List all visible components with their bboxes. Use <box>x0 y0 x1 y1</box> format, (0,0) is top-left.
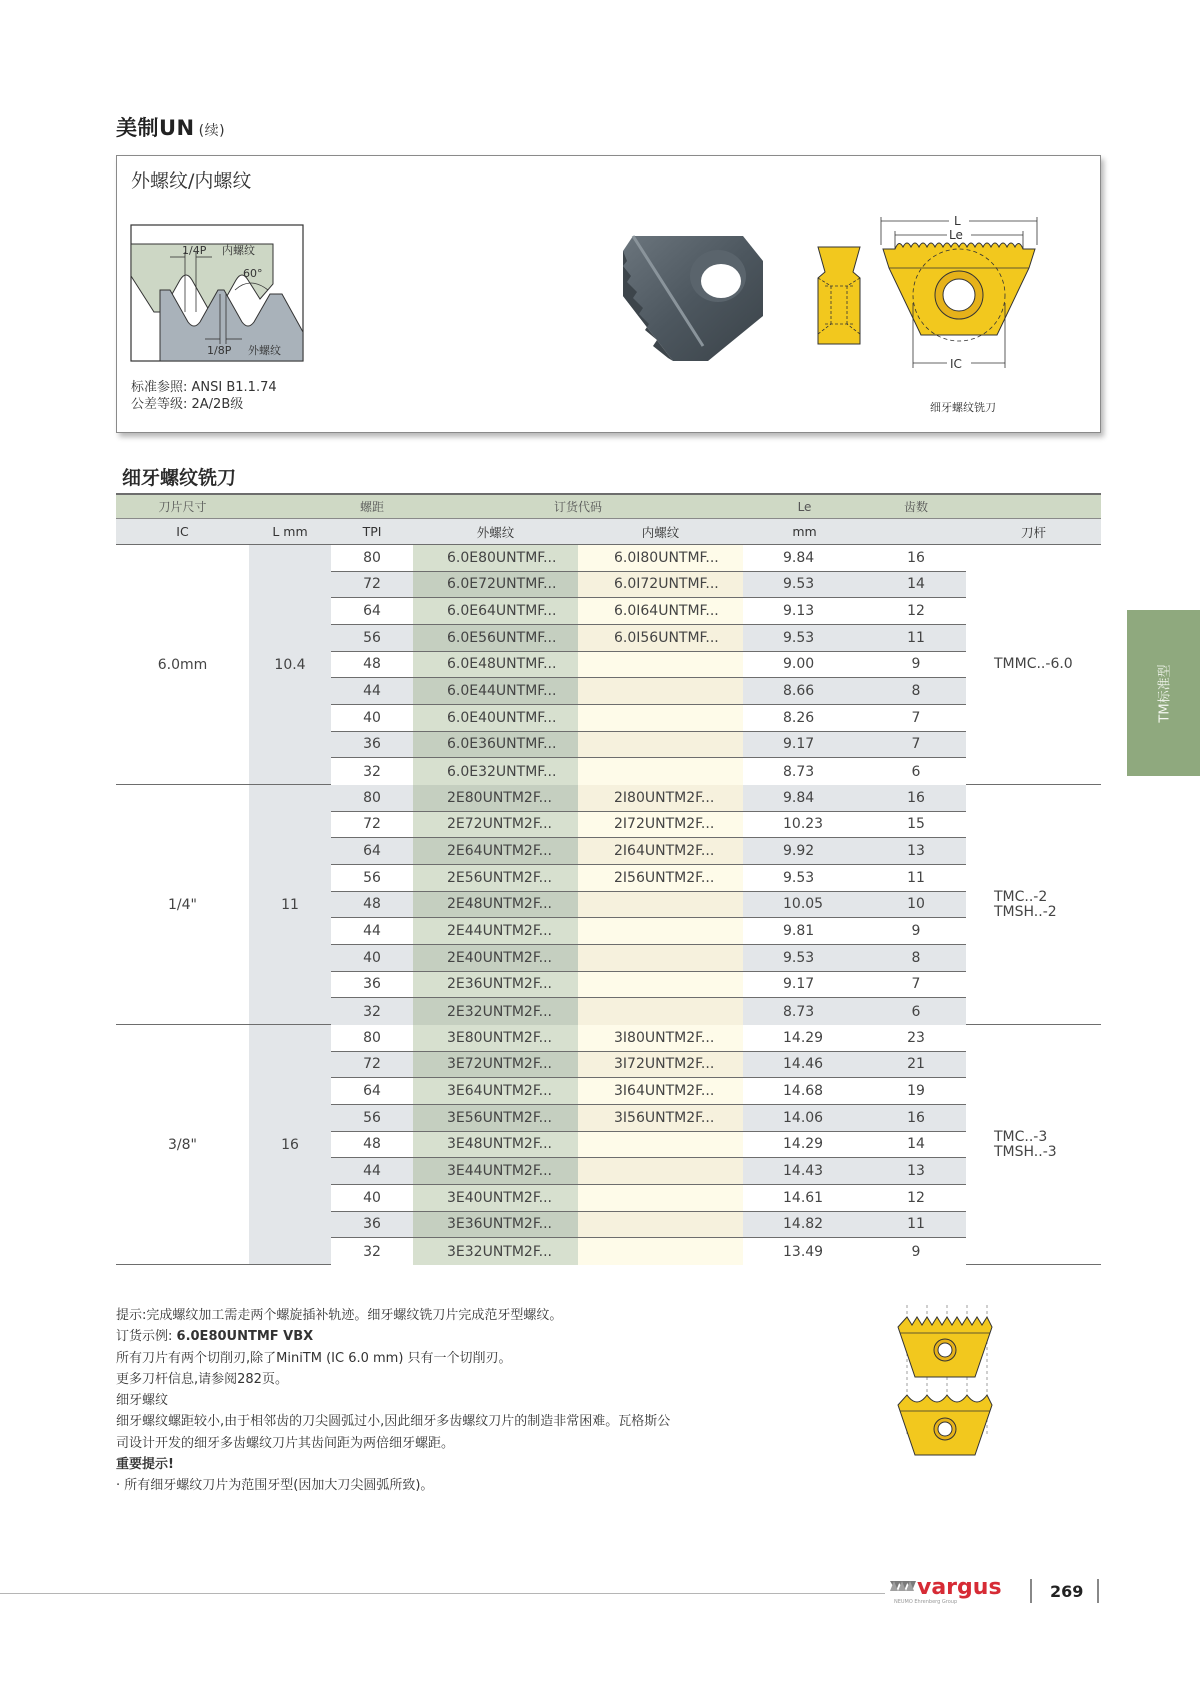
cell-internal-code: 6.0I80UNTMF... <box>578 545 743 571</box>
note-important-label: 重要提示! <box>116 1457 174 1473</box>
cell-internal-code <box>578 892 743 918</box>
cell-tpi: 72 <box>331 1052 413 1078</box>
cell-internal-code <box>578 1238 743 1265</box>
cell-external-code: 3E48UNTM2F... <box>413 1132 578 1158</box>
header-teeth: 齿数 <box>903 500 928 514</box>
table-row <box>331 892 966 919</box>
cell-le: 8.73 <box>743 998 866 1025</box>
cell-le: 9.53 <box>743 945 866 971</box>
cell-le: 8.66 <box>743 678 866 704</box>
cell-external-code: 2E56UNTM2F... <box>413 865 578 891</box>
page-title <box>116 112 225 142</box>
cell-teeth: 8 <box>866 678 966 704</box>
cell-ic: 1/4" <box>168 896 197 913</box>
cell-le: 9.53 <box>743 625 866 651</box>
cell-internal-code <box>578 652 743 678</box>
footer-divider-right <box>1097 1579 1099 1603</box>
footer-rule <box>0 1593 885 1594</box>
cell-external-code: 6.0E80UNTMF... <box>413 545 578 571</box>
cell-tpi: 32 <box>331 998 413 1025</box>
cell-internal-code <box>578 1212 743 1238</box>
svg-text:1/4P: 1/4P <box>182 244 207 257</box>
group-rows <box>331 1025 966 1264</box>
cell-internal-code <box>578 732 743 758</box>
table-row <box>331 1238 966 1265</box>
cell-teeth: 9 <box>866 652 966 678</box>
cell-teeth: 7 <box>866 732 966 758</box>
cell-le: 9.53 <box>743 572 866 598</box>
cell-teeth: 15 <box>866 812 966 838</box>
cell-internal-code: 2I72UNTM2F... <box>578 812 743 838</box>
cell-teeth: 16 <box>866 1105 966 1131</box>
cell-teeth: 11 <box>866 865 966 891</box>
table-body <box>116 545 1101 1265</box>
logo-mark-icon <box>890 1581 916 1591</box>
cell-tpi: 40 <box>331 705 413 731</box>
cell-internal-code: 3I80UNTM2F... <box>578 1025 743 1051</box>
cell-le: 9.81 <box>743 918 866 944</box>
cell-tpi: 64 <box>331 838 413 864</box>
cell-teeth: 10 <box>866 892 966 918</box>
info-box-title: 外螺纹/内螺纹 <box>131 170 252 192</box>
cell-l-mm: 10.4 <box>249 545 331 784</box>
note-hint: 提示:完成螺纹加工需走两个螺旋插补轨迹。细牙螺纹铣刀片完成范牙型螺纹。 <box>116 1308 563 1323</box>
note-fine-thread-text-2: 司设计开发的细牙多齿螺纹刀片其齿间距为两倍细牙螺距。 <box>116 1435 455 1451</box>
note-holder-reference: 更多刀杆信息,请参阅282页。 <box>116 1371 288 1387</box>
cell-le: 14.61 <box>743 1185 866 1211</box>
header-pitch: 螺距 <box>359 500 384 514</box>
cell-external-code: 3E32UNTM2F... <box>413 1238 578 1265</box>
table-header-row-1 <box>116 493 1101 519</box>
header-external: 外螺纹 <box>476 524 515 540</box>
table-header-row-2 <box>116 519 1101 545</box>
cell-teeth: 11 <box>866 1212 966 1238</box>
cell-tpi: 36 <box>331 732 413 758</box>
cell-le: 10.23 <box>743 812 866 838</box>
svg-text:IC: IC <box>950 357 962 371</box>
table-row <box>331 812 966 839</box>
svg-text:Le: Le <box>949 228 963 242</box>
cell-internal-code: 2I80UNTM2F... <box>578 785 743 811</box>
page-title-suffix: (续) <box>198 123 226 139</box>
cell-teeth: 9 <box>866 1238 966 1265</box>
cell-le: 9.84 <box>743 545 866 571</box>
vargus-logo <box>890 1577 1030 1607</box>
table-row <box>331 838 966 865</box>
cell-le: 8.26 <box>743 705 866 731</box>
header-tpi: TPI <box>362 524 382 539</box>
note-important-bullet: · 所有细牙螺纹刀片为范围牙型(因加大刀尖圆弧所致)。 <box>116 1478 434 1494</box>
cell-l-mm: 11 <box>249 785 331 1024</box>
cell-ic: 3/8" <box>168 1136 197 1153</box>
side-tab-label: TM标准型 <box>1157 663 1173 723</box>
cell-tpi: 64 <box>331 598 413 624</box>
cell-tpi: 44 <box>331 1158 413 1184</box>
cell-external-code: 2E64UNTM2F... <box>413 838 578 864</box>
table-row <box>331 1052 966 1079</box>
svg-text:1/8P: 1/8P <box>207 344 232 357</box>
cell-internal-code <box>578 972 743 998</box>
table-row <box>331 758 966 785</box>
cell-holder <box>966 785 1101 1024</box>
order-example-label: 订货示例: <box>116 1329 173 1345</box>
cell-teeth: 12 <box>866 1185 966 1211</box>
cell-external-code: 3E72UNTM2F... <box>413 1052 578 1078</box>
cell-le: 14.29 <box>743 1025 866 1051</box>
thread-profile-diagram <box>130 224 305 364</box>
cell-internal-code <box>578 918 743 944</box>
cell-internal-code <box>578 998 743 1025</box>
cell-le: 9.00 <box>743 652 866 678</box>
table-row <box>331 572 966 599</box>
cell-internal-code <box>578 945 743 971</box>
note-fine-thread-text-1: 细牙螺纹螺距较小,由于相邻齿的刀尖圆弧过小,因此细牙多齿螺纹刀片的制造非常困难。瓦格斯公 <box>116 1414 671 1430</box>
group-rows <box>331 785 966 1024</box>
cell-le: 14.43 <box>743 1158 866 1184</box>
holder-line-1: TMMC..-6.0 <box>994 656 1073 672</box>
cell-teeth: 6 <box>866 998 966 1025</box>
svg-text:L: L <box>954 214 961 228</box>
cell-tpi: 48 <box>331 892 413 918</box>
cell-le: 14.46 <box>743 1052 866 1078</box>
svg-text:60°: 60° <box>243 267 263 280</box>
table-row <box>331 972 966 999</box>
note-order-example <box>116 1326 736 1347</box>
insert-front-view <box>877 213 1042 373</box>
page-title-text: 美制UN <box>116 116 195 140</box>
cell-tpi: 32 <box>331 1238 413 1265</box>
cell-external-code: 2E44UNTM2F... <box>413 918 578 944</box>
insert-caption: 细牙螺纹铣刀 <box>930 401 996 414</box>
cell-teeth: 21 <box>866 1052 966 1078</box>
table-row <box>331 918 966 945</box>
cell-external-code: 3E56UNTM2F... <box>413 1105 578 1131</box>
cell-internal-code: 6.0I72UNTMF... <box>578 572 743 598</box>
table-row <box>331 598 966 625</box>
cell-teeth: 14 <box>866 572 966 598</box>
cell-internal-code <box>578 705 743 731</box>
holder-line-2: TMSH..-2 <box>994 903 1057 920</box>
cell-internal-code <box>578 678 743 704</box>
standard-info <box>131 379 277 413</box>
cell-tpi: 40 <box>331 945 413 971</box>
page-number: 269 <box>1050 1582 1084 1601</box>
insert-3d-image <box>613 226 773 366</box>
cell-l-mm: 16 <box>249 1025 331 1264</box>
cell-external-code: 2E40UNTM2F... <box>413 945 578 971</box>
cell-le: 9.17 <box>743 732 866 758</box>
cell-le: 14.68 <box>743 1078 866 1104</box>
cell-external-code: 6.0E64UNTMF... <box>413 598 578 624</box>
cell-internal-code <box>578 1185 743 1211</box>
cell-external-code: 3E64UNTM2F... <box>413 1078 578 1104</box>
cell-external-code: 2E72UNTM2F... <box>413 812 578 838</box>
footer-divider-left <box>1030 1579 1032 1603</box>
tolerance-class: 公差等级: 2A/2B级 <box>131 397 244 412</box>
table-group <box>116 545 1101 785</box>
cell-external-code: 2E80UNTM2F... <box>413 785 578 811</box>
cell-external-code: 6.0E40UNTMF... <box>413 705 578 731</box>
cell-tpi: 56 <box>331 1105 413 1131</box>
group-rows <box>331 545 966 784</box>
svg-text:vargus: vargus <box>917 1577 1002 1600</box>
cell-tpi: 36 <box>331 1212 413 1238</box>
cell-teeth: 13 <box>866 838 966 864</box>
table-row <box>331 1212 966 1239</box>
header-holder: 刀杆 <box>1020 524 1046 540</box>
cell-tpi: 48 <box>331 1132 413 1158</box>
cell-teeth: 16 <box>866 785 966 811</box>
table-row <box>331 678 966 705</box>
cell-le: 9.92 <box>743 838 866 864</box>
table-row <box>331 998 966 1025</box>
table-row <box>331 945 966 972</box>
table-row <box>331 1158 966 1185</box>
cell-internal-code <box>578 1158 743 1184</box>
cell-le: 13.49 <box>743 1238 866 1265</box>
table-row <box>331 545 966 572</box>
cell-le: 14.06 <box>743 1105 866 1131</box>
cell-teeth: 7 <box>866 705 966 731</box>
cell-ic: 6.0mm <box>157 656 208 673</box>
cell-holder <box>966 1025 1101 1264</box>
table-row <box>331 652 966 679</box>
cell-teeth: 14 <box>866 1132 966 1158</box>
cell-tpi: 80 <box>331 1025 413 1051</box>
standard-reference: 标准参照: ANSI B1.1.74 <box>131 380 277 395</box>
cell-le: 10.05 <box>743 892 866 918</box>
svg-text:外螺纹: 外螺纹 <box>248 344 281 357</box>
table-row <box>331 1185 966 1212</box>
header-l-mm: L mm <box>272 524 308 539</box>
holder-line-1: TMC..-2 <box>994 888 1048 905</box>
cell-internal-code: 6.0I64UNTMF... <box>578 598 743 624</box>
thread-info-box <box>116 155 1101 433</box>
cell-external-code: 2E32UNTM2F... <box>413 998 578 1025</box>
table-row <box>331 1025 966 1052</box>
table-row <box>331 705 966 732</box>
cell-tpi: 32 <box>331 758 413 785</box>
table-group <box>116 785 1101 1025</box>
cell-internal-code: 2I56UNTM2F... <box>578 865 743 891</box>
table-row <box>331 1132 966 1159</box>
cell-teeth: 7 <box>866 972 966 998</box>
cell-tpi: 40 <box>331 1185 413 1211</box>
cell-le: 9.53 <box>743 865 866 891</box>
cell-le: 14.82 <box>743 1212 866 1238</box>
header-le: Le <box>797 499 812 514</box>
cell-external-code: 2E36UNTM2F... <box>413 972 578 998</box>
holder-line-2: TMSH..-3 <box>994 1143 1057 1160</box>
cell-external-code: 6.0E56UNTMF... <box>413 625 578 651</box>
cell-internal-code <box>578 1132 743 1158</box>
cell-teeth: 19 <box>866 1078 966 1104</box>
cell-tpi: 56 <box>331 625 413 651</box>
cell-holder <box>966 545 1101 784</box>
header-order-code: 订货代码 <box>553 500 602 514</box>
cell-le: 8.73 <box>743 758 866 785</box>
table-row <box>331 1105 966 1132</box>
section-title: 细牙螺纹铣刀 <box>122 467 237 489</box>
cell-tpi: 72 <box>331 572 413 598</box>
table-row <box>331 732 966 759</box>
header-internal: 内螺纹 <box>641 524 680 540</box>
notes-block <box>116 1305 736 1497</box>
cell-external-code: 6.0E48UNTMF... <box>413 652 578 678</box>
table-row <box>331 785 966 812</box>
cell-tpi: 56 <box>331 865 413 891</box>
cell-internal-code: 3I56UNTM2F... <box>578 1105 743 1131</box>
cell-internal-code: 3I64UNTM2F... <box>578 1078 743 1104</box>
cell-external-code: 6.0E32UNTMF... <box>413 758 578 785</box>
holder-line-1: TMC..-3 <box>994 1128 1048 1145</box>
cell-tpi: 80 <box>331 545 413 571</box>
cell-external-code: 6.0E44UNTMF... <box>413 678 578 704</box>
header-le-unit: mm <box>792 524 817 539</box>
insert-side-view <box>817 246 862 346</box>
cell-tpi: 44 <box>331 678 413 704</box>
cell-teeth: 23 <box>866 1025 966 1051</box>
svg-text:NEUMO Ehrenberg Group: NEUMO Ehrenberg Group <box>894 1599 958 1605</box>
header-insert-size: 刀片尺寸 <box>158 500 207 514</box>
table-row <box>331 625 966 652</box>
svg-text:内螺纹: 内螺纹 <box>222 244 255 257</box>
product-table <box>116 493 1101 1265</box>
cell-teeth: 8 <box>866 945 966 971</box>
table-group <box>116 1025 1101 1265</box>
cell-internal-code <box>578 758 743 785</box>
side-chapter-tab[interactable] <box>1127 610 1200 776</box>
note-cutting-edges: 所有刀片有两个切削刃,除了MiniTM (IC 6.0 mm) 只有一个切削刃。 <box>116 1350 512 1366</box>
cell-tpi: 36 <box>331 972 413 998</box>
cell-le: 9.17 <box>743 972 866 998</box>
note-fine-thread-heading: 细牙螺纹 <box>116 1393 169 1409</box>
cell-external-code: 3E40UNTM2F... <box>413 1185 578 1211</box>
header-ic: IC <box>176 524 189 539</box>
cell-external-code: 3E36UNTM2F... <box>413 1212 578 1238</box>
table-row <box>331 1078 966 1105</box>
cell-teeth: 16 <box>866 545 966 571</box>
cell-tpi: 48 <box>331 652 413 678</box>
cell-external-code: 2E48UNTM2F... <box>413 892 578 918</box>
cell-tpi: 44 <box>331 918 413 944</box>
tooth-spacing-figure <box>895 1305 995 1465</box>
cell-teeth: 12 <box>866 598 966 624</box>
cell-external-code: 6.0E72UNTMF... <box>413 572 578 598</box>
cell-internal-code: 3I72UNTM2F... <box>578 1052 743 1078</box>
cell-external-code: 3E44UNTM2F... <box>413 1158 578 1184</box>
cell-teeth: 13 <box>866 1158 966 1184</box>
cell-teeth: 9 <box>866 918 966 944</box>
cell-le: 9.84 <box>743 785 866 811</box>
cell-internal-code: 6.0I56UNTMF... <box>578 625 743 651</box>
cell-tpi: 64 <box>331 1078 413 1104</box>
cell-le: 9.13 <box>743 598 866 624</box>
order-example-value: 6.0E80UNTMF VBX <box>176 1329 314 1345</box>
cell-tpi: 80 <box>331 785 413 811</box>
cell-teeth: 11 <box>866 625 966 651</box>
table-row <box>331 865 966 892</box>
cell-teeth: 6 <box>866 758 966 785</box>
cell-le: 14.29 <box>743 1132 866 1158</box>
cell-internal-code: 2I64UNTM2F... <box>578 838 743 864</box>
cell-external-code: 3E80UNTM2F... <box>413 1025 578 1051</box>
cell-external-code: 6.0E36UNTMF... <box>413 732 578 758</box>
cell-tpi: 72 <box>331 812 413 838</box>
